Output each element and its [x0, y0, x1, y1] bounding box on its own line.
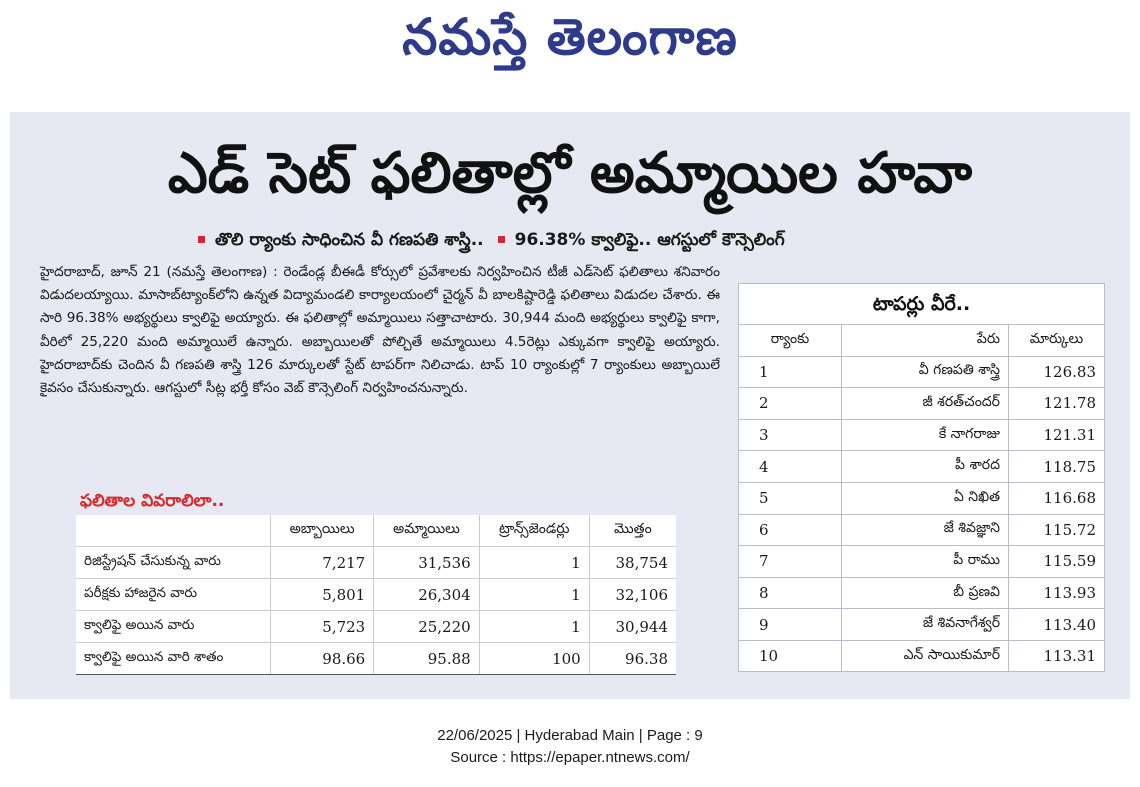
topper-name: జీ శరత్‌చందర్	[842, 388, 1009, 420]
topper-marks: 118.75	[1009, 451, 1105, 483]
details-table	[76, 515, 676, 675]
details-column-header: అబ్బాయిలు	[271, 515, 374, 547]
topper-name: జే శివనాగేశ్వర్	[842, 609, 1009, 641]
newspaper-masthead: నమస్తే తెలంగాణ	[402, 8, 738, 66]
details-cell: 1	[479, 579, 589, 611]
topper-rank: 2	[739, 388, 842, 420]
details-table-header-row	[76, 515, 676, 547]
toppers-title: టాపర్లు వీరే..	[872, 293, 971, 315]
details-row-label: పరీక్షకు హాజరైన వారు	[76, 579, 271, 611]
topper-rank: 7	[739, 546, 842, 578]
table-row	[76, 643, 676, 675]
bullet-icon	[198, 236, 205, 243]
details-column-header: ట్రాన్స్‌జెండర్లు	[479, 515, 589, 547]
table-row	[739, 609, 1104, 641]
toppers-column-header: ర్యాంకు	[739, 325, 842, 357]
details-cell: 26,304	[374, 579, 479, 611]
topper-marks: 113.31	[1009, 640, 1105, 671]
details-column-header	[76, 515, 271, 547]
topper-marks: 113.40	[1009, 609, 1105, 641]
details-cell: 1	[479, 611, 589, 643]
toppers-table	[739, 324, 1104, 672]
details-cell: 5,801	[271, 579, 374, 611]
table-row	[739, 546, 1104, 578]
topper-rank: 9	[739, 609, 842, 641]
topper-rank: 10	[739, 640, 842, 671]
topper-marks: 121.31	[1009, 419, 1105, 451]
topper-rank: 6	[739, 514, 842, 546]
details-cell: 1	[479, 547, 589, 579]
topper-rank: 5	[739, 482, 842, 514]
table-row	[739, 514, 1104, 546]
toppers-column-header: మార్కులు	[1009, 325, 1105, 357]
topper-marks: 121.78	[1009, 388, 1105, 420]
topper-name: జే శివజ్ఞాని	[842, 514, 1009, 546]
subhead-2: 96.38% క్వాలిఫై.. ఆగస్టులో కౌన్సెలింగ్	[514, 230, 785, 250]
table-row	[739, 482, 1104, 514]
topper-rank: 8	[739, 577, 842, 609]
table-row	[739, 640, 1104, 671]
topper-rank: 3	[739, 419, 842, 451]
table-row	[739, 356, 1104, 388]
details-column-header: అమ్మాయిలు	[374, 515, 479, 547]
table-row	[739, 451, 1104, 483]
article-body: హైదరాబాద్, జూన్ 21 (నమస్తే తెలంగాణ) : రెండేండ్ల బీఈడీ కోర్సులో ప్రవేశాలకు నిర్వహించిన టీజీ ఎడ్‌సెట్ ఫలితాలు శనివారం విడుదలయ్యాయి. మాసాబ్‌ట్యాంక్‌లోని ఉన్నత విద్యామండలి కార్యాలయంలో చైర్మన్ వీ బాలకిష్టారెడ్డి ఫలితాలు విడుదల చేశారు. ఈ సారి 96.38% అభ్యర్థులు క్వాలిఫై అయ్యారు. ఈ ఫలితాల్లో అమ్మాయిలు సత్తాచాటారు. 30,944 మంది అభ్యర్థులు క్వాలిఫై కాగా, వీరిలో 25,220 మంది అమ్మాయిలే ఉన్నారు. అబ్బాయిలతో పోల్చితే అమ్మాయిలు 4.5రెట్లు ఎక్కువగా క్వాలిఫై అయ్యారు. హైదరాబాద్‌కు చెందిన వీ గణపతి శాస్త్రి 126 మార్కులతో స్టేట్ టాపర్‌గా నిలిచాడు. టాప్ 10 ర్యాంకుల్లో 7 ర్యాంకులు అబ్బాయిలే కైవసం చేసుకున్నారు. ఆగస్టులో సీట్ల భర్తీ కోసం వెబ్ కౌన్సెలింగ్ నిర్వహించనున్నారు.	[40, 264, 720, 397]
details-cell: 31,536	[374, 547, 479, 579]
details-cell: 30,944	[589, 611, 676, 643]
article-subheads	[190, 226, 950, 254]
details-cell: 96.38	[589, 643, 676, 675]
table-row	[76, 579, 676, 611]
topper-rank: 4	[739, 451, 842, 483]
topper-marks: 116.68	[1009, 482, 1105, 514]
topper-name: కే నాగరాజు	[842, 419, 1009, 451]
bullet-icon	[498, 236, 505, 243]
topper-name: వీ గణపతి శాస్త్రి	[842, 356, 1009, 388]
details-cell: 98.66	[271, 643, 374, 675]
topper-marks: 126.83	[1009, 356, 1105, 388]
toppers-column-header: పేరు	[842, 325, 1009, 357]
topper-rank: 1	[739, 356, 842, 388]
topper-name: ఎన్ సాయికుమార్	[842, 640, 1009, 671]
details-row-label: క్వాలిఫై అయిన వారి శాతం	[76, 643, 271, 675]
details-column-header: మొత్తం	[589, 515, 676, 547]
details-cell: 7,217	[271, 547, 374, 579]
topper-name: పీ శారద	[842, 451, 1009, 483]
table-row	[739, 388, 1104, 420]
details-cell: 5,723	[271, 611, 374, 643]
page-footer	[0, 725, 1140, 769]
topper-name: బీ ప్రణవి	[842, 577, 1009, 609]
topper-marks: 115.72	[1009, 514, 1105, 546]
table-row	[739, 577, 1104, 609]
footer-edition-info: 22/06/2025 | Hyderabad Main | Page : 9	[437, 727, 703, 744]
details-row-label: రిజిస్ట్రేషన్ చేసుకున్న వారు	[76, 547, 271, 579]
details-cell: 25,220	[374, 611, 479, 643]
details-cell: 100	[479, 643, 589, 675]
details-row-label: క్వాలిఫై అయిన వారు	[76, 611, 271, 643]
article-headline: ఎడ్ సెట్ ఫలితాల్లో అమ్మాయిల హవా	[167, 141, 973, 206]
details-table-heading: ఫలితాల వివరాలిలా..	[80, 491, 225, 511]
toppers-header-row	[739, 325, 1104, 357]
table-row	[739, 419, 1104, 451]
table-row	[76, 547, 676, 579]
topper-name: పీ రాము	[842, 546, 1009, 578]
subhead-1: తొలి ర్యాంకు సాధించిన వీ గణపతి శాస్త్రి..	[215, 230, 484, 250]
details-cell: 38,754	[589, 547, 676, 579]
topper-marks: 113.93	[1009, 577, 1105, 609]
topper-name: ఏ నిఖిత	[842, 482, 1009, 514]
details-cell: 95.88	[374, 643, 479, 675]
footer-source: Source : https://epaper.ntnews.com/	[450, 749, 690, 766]
details-cell: 32,106	[589, 579, 676, 611]
table-row	[76, 611, 676, 643]
topper-marks: 115.59	[1009, 546, 1105, 578]
toppers-box	[738, 283, 1105, 672]
